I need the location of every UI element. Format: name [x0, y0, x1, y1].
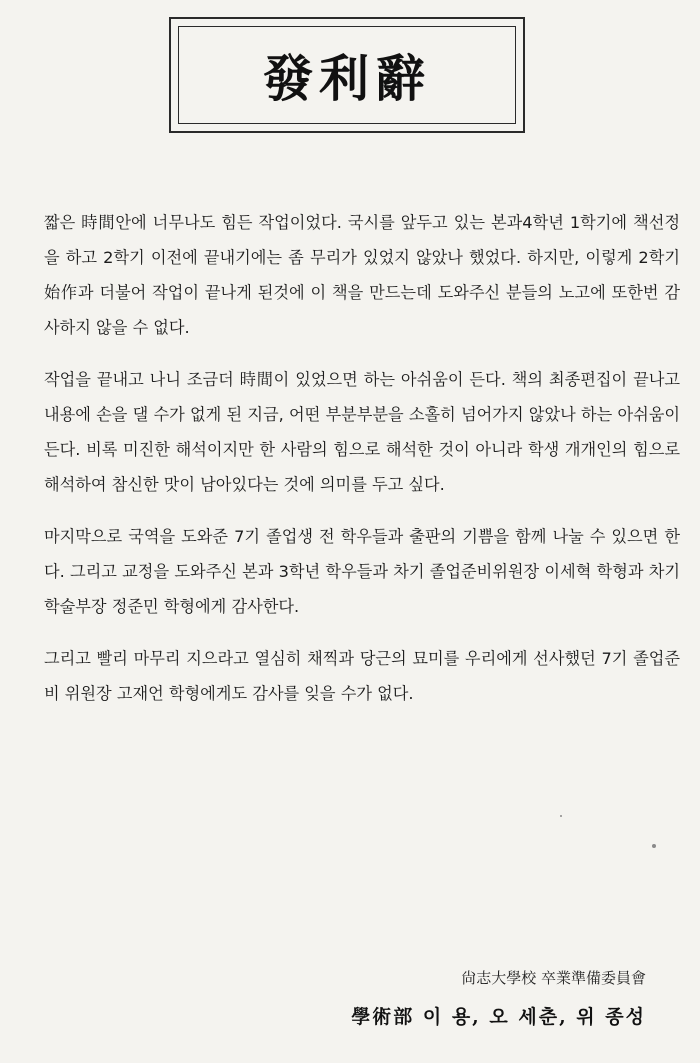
signature-names: 學術部 이 용, 오 세춘, 위 종성 — [351, 1006, 646, 1028]
scan-speck — [652, 844, 656, 848]
paragraph-1: 짧은 時間안에 너무나도 힘든 작업이었다. 국시를 앞두고 있는 본과4학년 1학기에 책선정을 하고 2학기 이전에 끝내기에는 좀 무리가 있었지 않았나 했었다. 하지만, 이렇게 2학기 始作과 더불어 작업이 끝나게 된것에 이 책을 만드는데 도와주신 분들의 노고에 또한번 감사하지 않을 수 없다. — [44, 213, 680, 337]
paragraph-4: 그리고 빨리 마무리 지으라고 열심히 채찍과 당근의 묘미를 우리에게 선사했던 7기 졸업준비 위원장 고재언 학형에게도 감사를 잊을 수가 없다. — [44, 649, 680, 703]
signature-block — [351, 966, 646, 1029]
page-title: 發利辭 — [263, 49, 431, 108]
signature-organization: 尙志大學校 卒業準備委員會 — [461, 969, 646, 987]
title-inner-frame — [178, 26, 516, 124]
scan-speck — [560, 815, 562, 817]
body-text — [44, 205, 680, 728]
title-frame — [169, 17, 525, 133]
paragraph-2: 작업을 끝내고 나니 조금더 時間이 있었으면 하는 아쉬움이 든다. 책의 최종편집이 끝나고 내용에 손을 댈 수가 없게 된 지금, 어떤 부분부분을 소홀히 넘어가지 않았나 하는 아쉬움이 든다. 비록 미진한 해석이지만 한 사람의 힘으로 해석한 것이 아니라 학생 개개인의 힘으로 해석하여 참신한 맛이 남아있다는 것에 의미를 두고 싶다. — [44, 370, 680, 494]
paragraph-3: 마지막으로 국역을 도와준 7기 졸업생 전 학우들과 출판의 기쁨을 함께 나눌 수 있으면 한다. 그리고 교정을 도와주신 본과 3학년 학우들과 차기 졸업준비위원장 이세혁 학형과 차기 학술부장 정준민 학형에게 감사한다. — [44, 527, 680, 616]
